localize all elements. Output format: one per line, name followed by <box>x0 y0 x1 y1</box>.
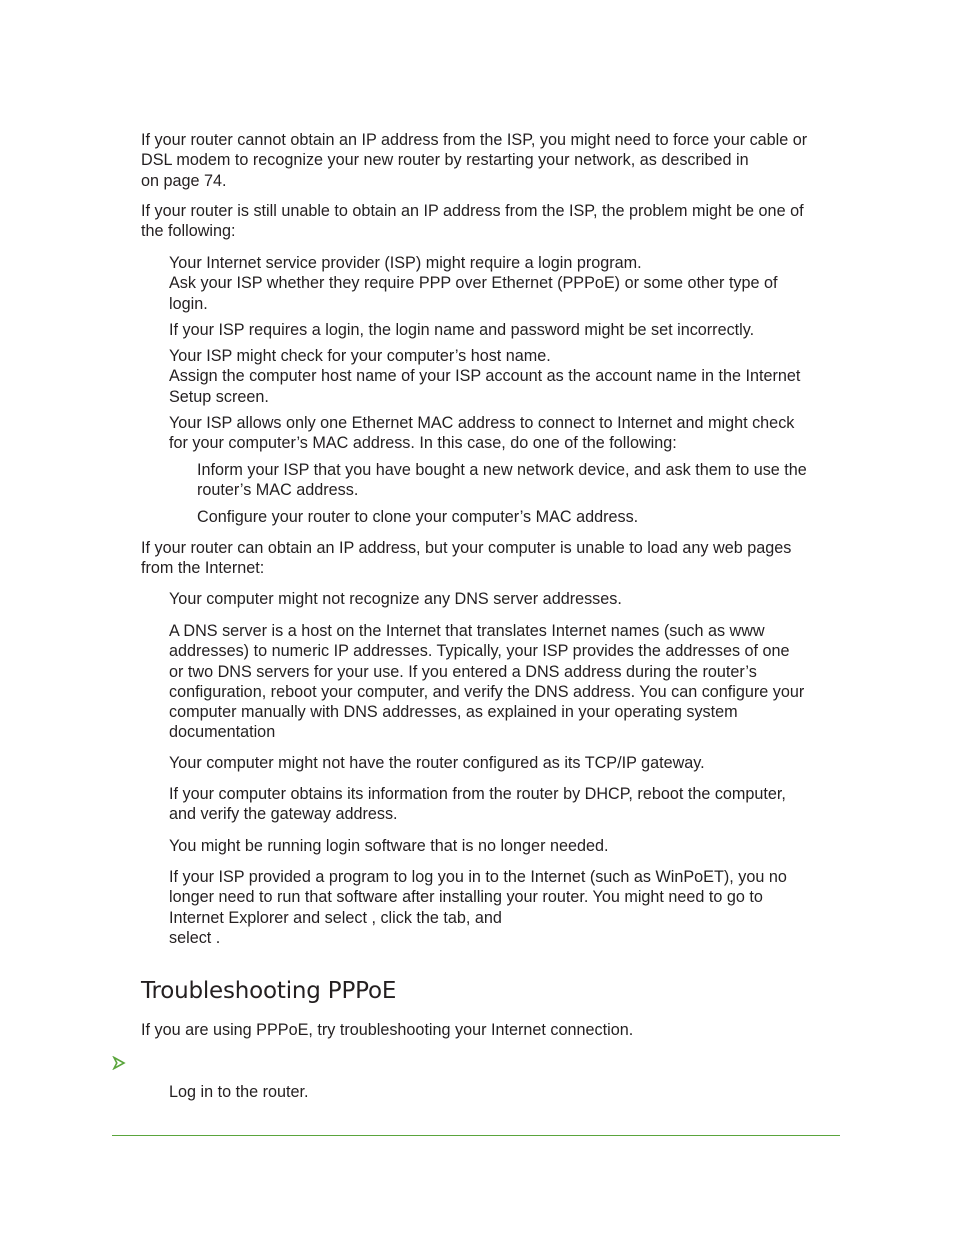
gateway-detail: If your computer obtains its information from the router by DHCP, reboot the computer, and verify the gateway address. <box>169 785 786 824</box>
cause-mac-address: Your ISP allows only one Ethernet MAC address to connect to Internet and might check for your computer’s MAC address. In this case, do one of the following: <box>169 414 795 453</box>
web-pages-intro: If your router can obtain an IP address, but your computer is unable to load any web pages from the Internet: <box>141 539 792 578</box>
cause-host-name: Your ISP might check for your computer’s host name. Assign the computer host name of your ISP account as the account name in the Internet Setup screen. <box>169 347 801 406</box>
pppoe-intro: If you are using PPPoE, try troubleshooting your Internet connection. <box>141 1021 634 1039</box>
cause-gateway: Your computer might not have the router configured as its TCP/IP gateway. <box>169 754 705 772</box>
cause-login-program: Your Internet service provider (ISP) might require a login program. Ask your ISP whether they require PPP over Ethernet (PPPoE) or some other type of login. <box>169 254 778 313</box>
section-heading-troubleshooting-pppoe: Troubleshooting PPPoE <box>141 978 397 1004</box>
cause-login-software: You might be running login software that is no longer needed. <box>169 837 609 855</box>
cause-dns: Your computer might not recognize any DNS server addresses. <box>169 590 622 608</box>
intro-paragraph-restart: If your router cannot obtain an IP address from the ISP, you might need to force your cable or DSL modem to recognize your new router by restarting your network, as described in on page 74. <box>141 131 808 190</box>
footer-divider <box>112 1135 840 1136</box>
mac-option-clone: Configure your router to clone your computer’s MAC address. <box>197 508 639 526</box>
login-software-detail: If your ISP provided a program to log you in to the Internet (such as WinPoET), you no longer need to run that software after installing your router. You might need to go to Internet Explorer and select , click the tab, and select . <box>169 868 787 947</box>
cause-login-incorrect: If your ISP requires a login, the login name and password might be set incorrectly. <box>169 321 755 339</box>
dns-detail: A DNS server is a host on the Internet that translates Internet names (such as www addresses) to numeric IP addresses. Typically, your ISP provides the addresses of one or two DNS servers for your use. If you entered a DNS address during the router’s configuration, reboot your computer, and verify the DNS address. You can configure your computer manually with DNS addresses, as explained in your operating system documentation <box>169 622 805 742</box>
arrow-right-icon <box>112 1055 126 1069</box>
intro-paragraph-still-unable: If your router is still unable to obtain an IP address from the ISP, the problem might be one of the following: <box>141 202 804 241</box>
mac-option-inform-isp: Inform your ISP that you have bought a new network device, and ask them to use the router’s MAC address. <box>197 461 807 500</box>
pppoe-step-1: Log in to the router. <box>169 1083 309 1101</box>
